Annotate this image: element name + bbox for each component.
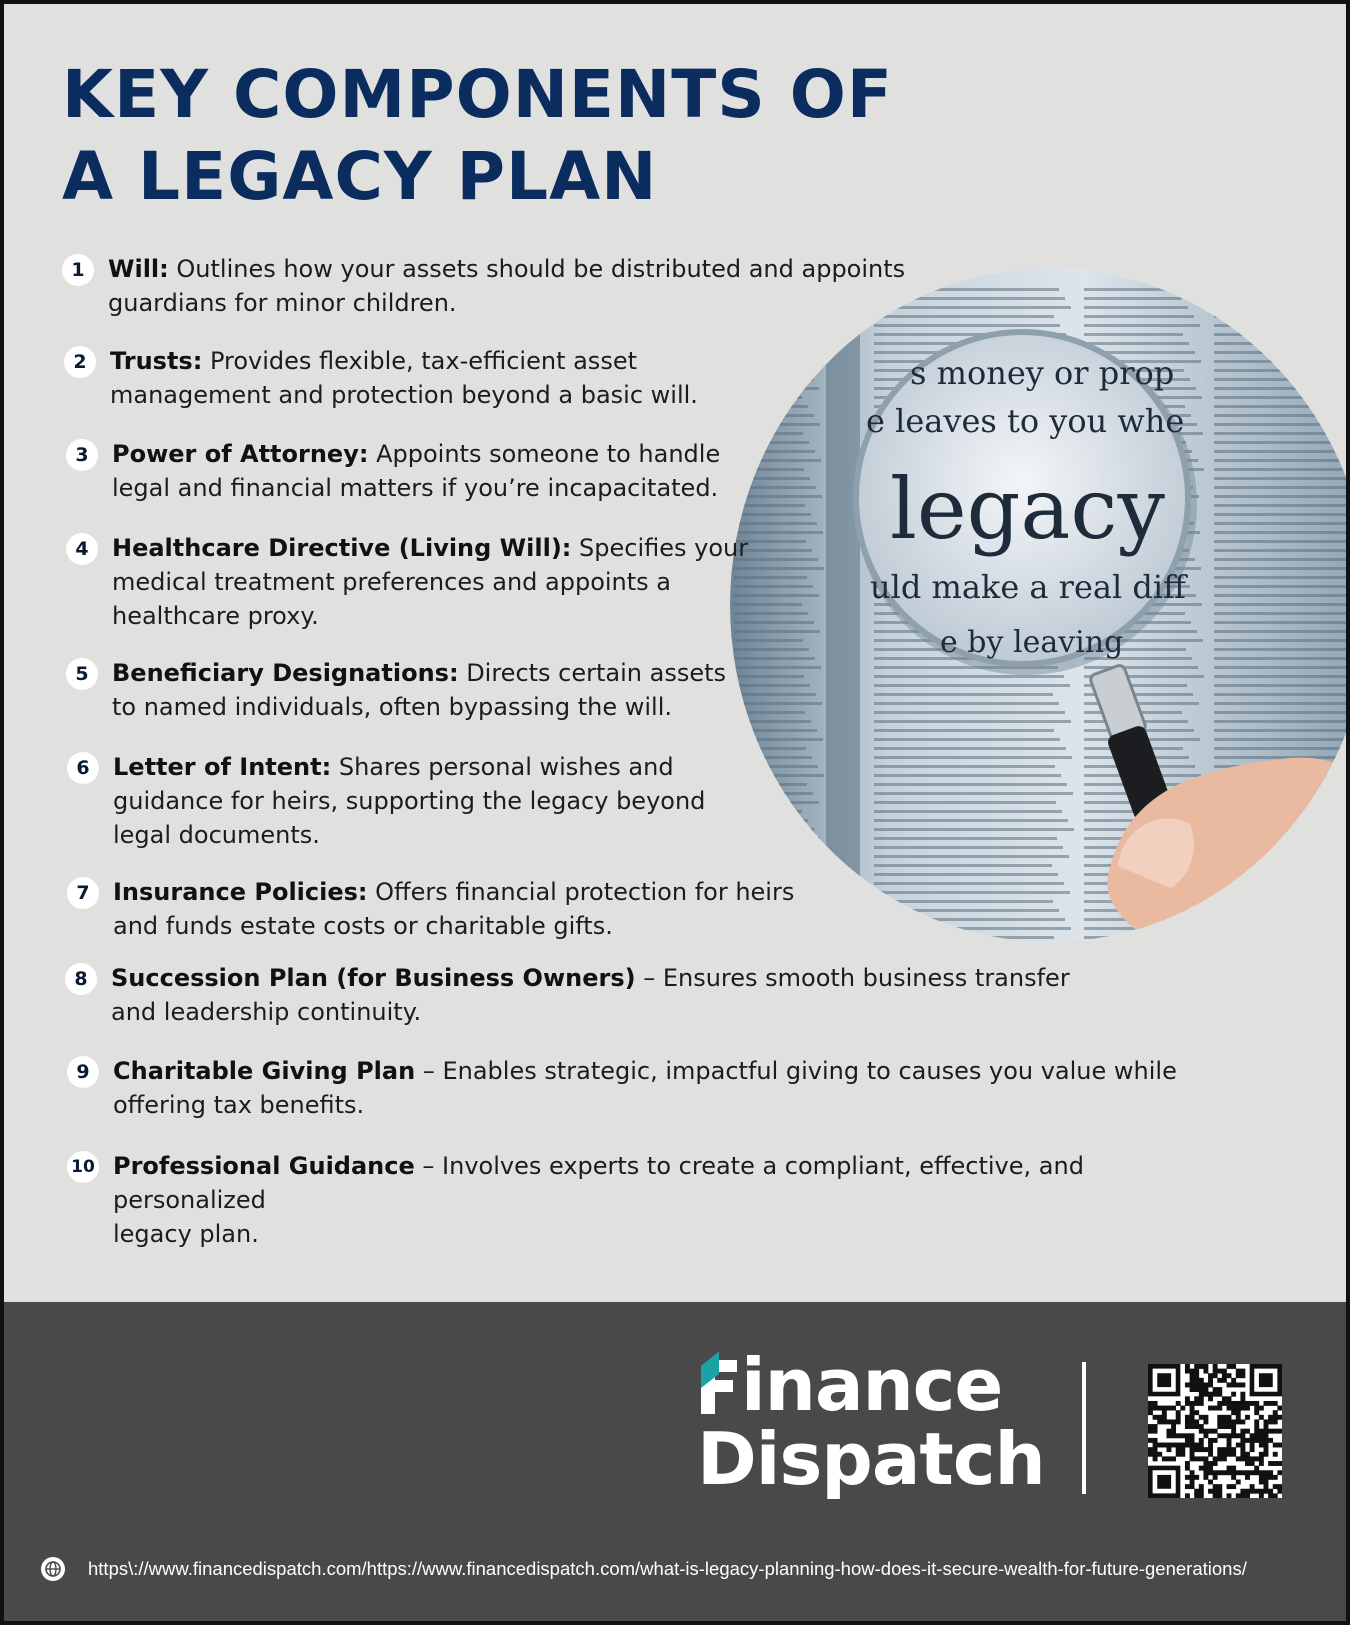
item-text-line: guardians for minor children. (108, 289, 457, 317)
item-description: Shares personal wishes and (338, 753, 674, 781)
footer (4, 1302, 1346, 1621)
item-text (111, 961, 1070, 1029)
item-term: Succession Plan (for Business Owners) (111, 964, 636, 992)
item-description: Offers financial protection for heirs (375, 878, 795, 906)
item-text-line (111, 961, 1070, 995)
list-item (67, 750, 705, 852)
item-text (113, 875, 794, 943)
item-number-badge: 2 (64, 346, 96, 378)
item-term: Professional Guidance (113, 1152, 415, 1180)
list-item (66, 437, 720, 505)
list-item (67, 1054, 1177, 1122)
item-text (112, 656, 726, 724)
list-item (67, 875, 794, 943)
item-number-badge: 8 (65, 963, 97, 995)
item-text (113, 1054, 1177, 1122)
item-text-line: guidance for heirs, supporting the legacy beyond (113, 787, 706, 815)
finance-dispatch-logo (697, 1343, 1045, 1501)
title-line-1: KEY COMPONENTS OF (62, 56, 893, 133)
list-item (64, 344, 698, 412)
item-term: Will: (108, 255, 169, 283)
item-description: Specifies your (579, 534, 749, 562)
logo-text-dispatch: Dispatch (697, 1417, 1045, 1501)
lens-text-line-1: s money or prop (910, 354, 1175, 392)
item-description: Ensures smooth business transfer (662, 964, 1070, 992)
item-text-line (112, 437, 720, 471)
item-number-badge: 1 (62, 254, 94, 286)
list-item (67, 1149, 1242, 1251)
lens-word-legacy: legacy (890, 460, 1165, 558)
item-text-line: healthcare proxy. (112, 602, 319, 630)
item-term: Healthcare Directive (Living Will): (112, 534, 572, 562)
logo-line-1 (697, 1343, 1045, 1427)
item-text-line (108, 252, 905, 286)
finance-f-arrow-icon (697, 1349, 741, 1421)
item-separator: – (635, 964, 663, 992)
item-term: Charitable Giving Plan (113, 1057, 416, 1085)
item-separator (368, 440, 376, 468)
magnifier-illustration (730, 268, 1346, 942)
source-url[interactable]: https\://www.financedispatch.com/https://www.financedispatch.com/what-is-legacy-planning-how-does-it-secure-wealth-for-future-generations/ (88, 1558, 1247, 1579)
item-text (113, 750, 705, 852)
item-text-line: and funds estate costs or charitable gifts. (113, 912, 613, 940)
lens-text-line-5: e by leaving (940, 625, 1124, 660)
title-line-2: A LEGACY PLAN (62, 138, 658, 215)
list-item (62, 252, 905, 320)
item-text (108, 252, 905, 320)
item-text (112, 437, 720, 505)
item-text-line (110, 344, 698, 378)
item-separator (331, 753, 339, 781)
item-number-badge: 5 (66, 658, 98, 690)
item-text (110, 344, 698, 412)
item-number-badge: 9 (67, 1056, 99, 1088)
item-description: Enables strategic, impactful giving to causes you value while (442, 1057, 1177, 1085)
item-separator: – (415, 1057, 443, 1085)
item-number-badge: 6 (67, 752, 99, 784)
item-number-badge: 3 (66, 439, 98, 471)
item-text-line: medical treatment preferences and appoints a (112, 568, 672, 596)
item-number-badge: 4 (66, 533, 98, 565)
lens-text-line-2: e leaves to you whe (866, 402, 1185, 440)
magnifier-photo (730, 268, 1346, 942)
globe-icon (40, 1556, 66, 1582)
logo-divider (1082, 1362, 1086, 1494)
item-separator (571, 534, 579, 562)
item-number-badge: 10 (67, 1151, 99, 1183)
item-text-line: management and protection beyond a basic will. (110, 381, 698, 409)
item-description: Provides flexible, tax-efficient asset (209, 347, 637, 375)
item-text (113, 1149, 1242, 1251)
list-item (66, 531, 748, 633)
infographic (4, 4, 1346, 1621)
item-text-line: legal documents. (113, 821, 320, 849)
item-term: Insurance Policies: (113, 878, 368, 906)
logo-text-inance: inance (741, 1343, 1003, 1427)
item-number-badge: 7 (67, 877, 99, 909)
item-text-line: to named individuals, often bypassing the will. (112, 693, 673, 721)
item-separator (368, 878, 376, 906)
item-text-line: legal and financial matters if you’re incapacitated. (112, 474, 719, 502)
item-text-line: and leadership continuity. (111, 998, 422, 1026)
item-term: Trusts: (110, 347, 203, 375)
item-text-line (113, 1149, 1242, 1217)
page-title (62, 54, 893, 218)
item-text-line (112, 656, 726, 690)
item-description: Directs certain assets (466, 659, 727, 687)
item-separator: – (414, 1152, 443, 1180)
item-description: Involves experts to create a compliant, effective, and personalized (113, 1152, 1084, 1214)
item-text-line: legacy plan. (113, 1220, 259, 1248)
item-separator (202, 347, 210, 375)
item-text-line (112, 531, 748, 565)
item-term: Power of Attorney: (112, 440, 369, 468)
item-description: Appoints someone to handle (376, 440, 721, 468)
item-text (112, 531, 748, 633)
list-item (66, 656, 726, 724)
item-text-line (113, 1054, 1177, 1088)
qr-code[interactable] (1148, 1364, 1282, 1498)
item-text-line (113, 750, 705, 784)
item-term: Letter of Intent: (113, 753, 332, 781)
item-text-line (113, 875, 794, 909)
lens-text-line-4: uld make a real diff (870, 568, 1186, 606)
item-term: Beneficiary Designations: (112, 659, 459, 687)
source-link[interactable] (40, 1556, 1247, 1582)
list-item (65, 961, 1070, 1029)
item-description: Outlines how your assets should be distributed and appoints (176, 255, 906, 283)
item-text-line: offering tax benefits. (113, 1091, 365, 1119)
